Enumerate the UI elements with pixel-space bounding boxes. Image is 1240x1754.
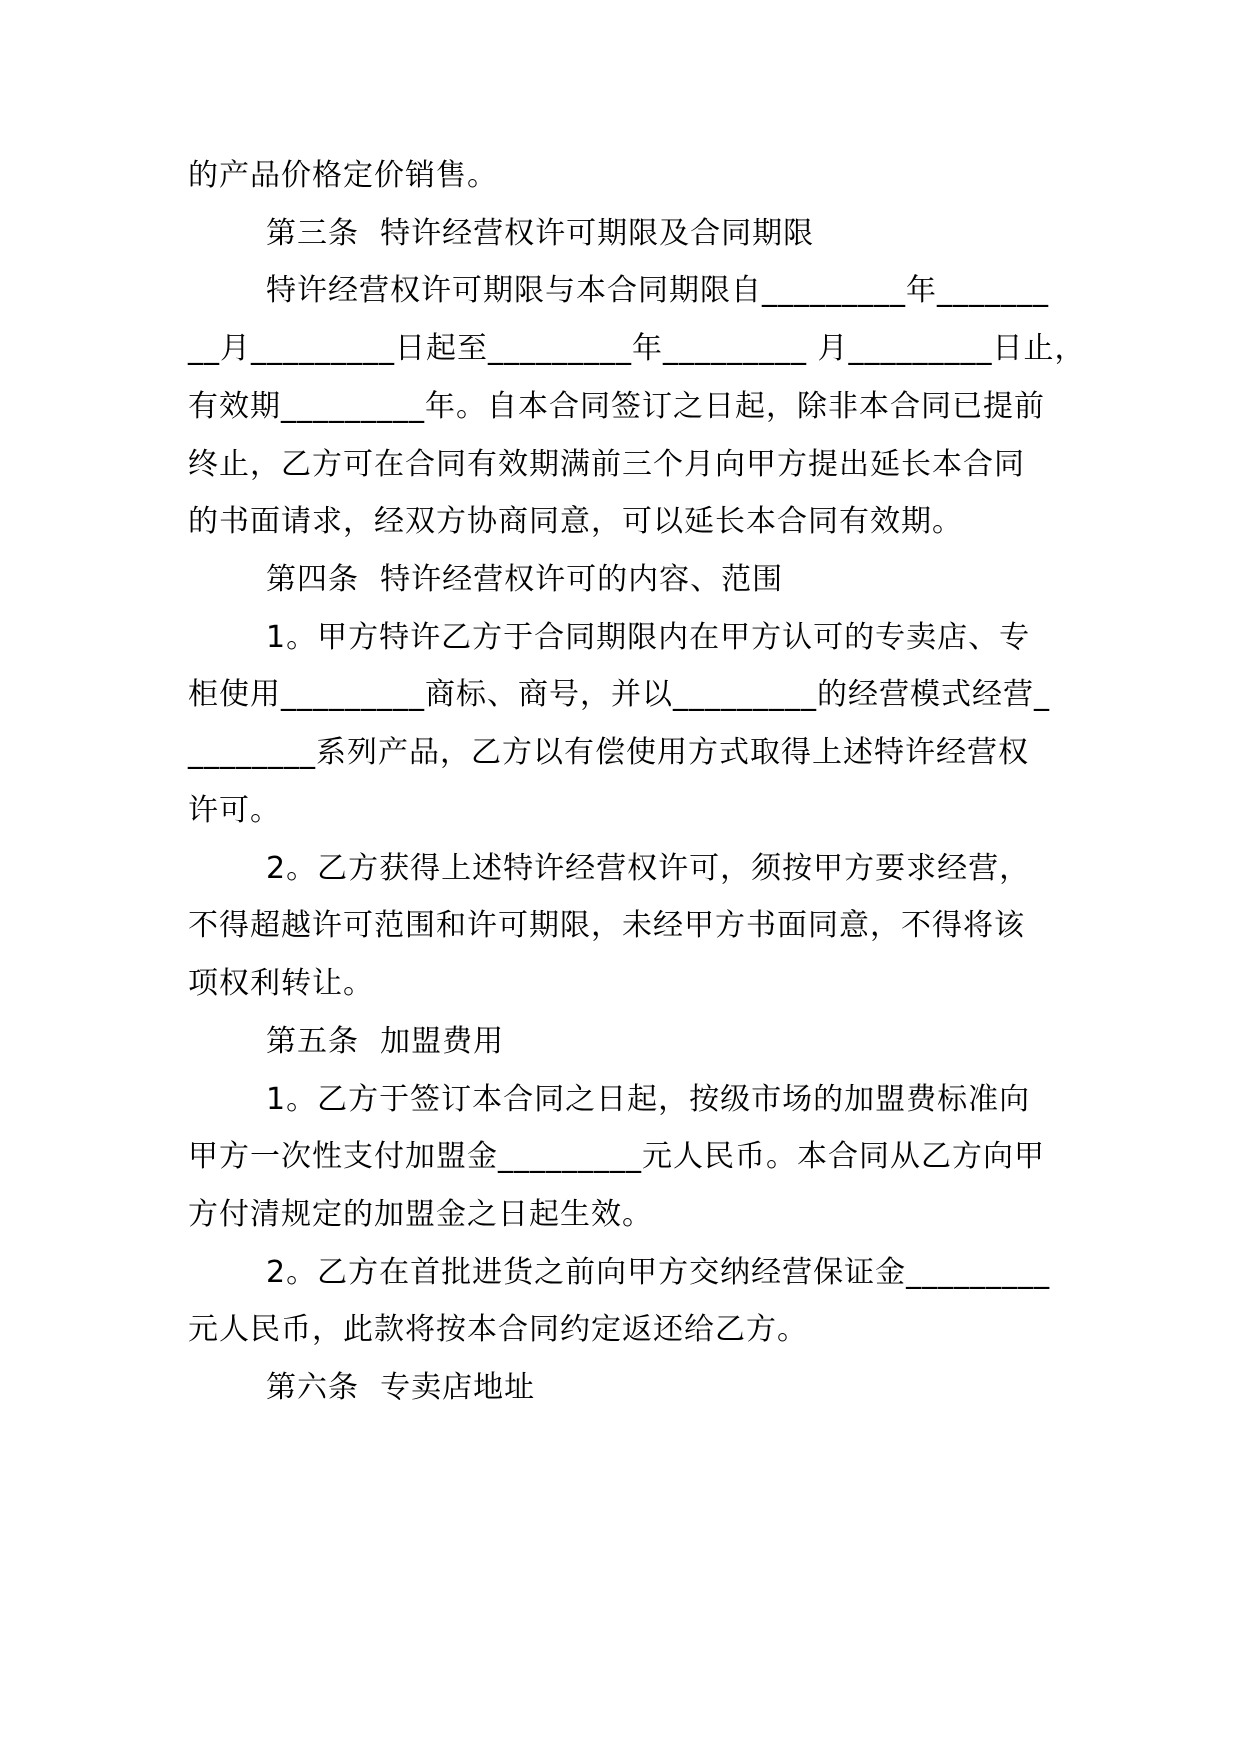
paragraph-line: 终止，乙方可在合同有效期满前三个月向甲方提出延长本合同 xyxy=(188,447,1025,482)
paragraph-line: 柜使用_________商标、商号，并以_________的经营模式经营_ xyxy=(188,677,1050,712)
article-3-heading: 第三条 特许经营权许可期限及合同期限 xyxy=(266,216,815,251)
paragraph-line: 的书面请求，经双方协商同意，可以延长本合同有效期。 xyxy=(188,504,963,539)
paragraph-line: __月_________日起至_________年_________ 月_________日止， xyxy=(188,331,1086,366)
paragraph-line: 方付清规定的加盟金之日起生效。 xyxy=(188,1197,653,1232)
paragraph-line: 特许经营权许可期限与本合同期限自_________年_______ xyxy=(266,273,1049,308)
article-4-heading: 第四条 特许经营权许可的内容、范围 xyxy=(266,562,784,597)
paragraph-line: 有效期_________年。自本合同签订之日起，除非本合同已提前 xyxy=(188,389,1045,424)
paragraph-line: 元人民币，此款将按本合同约定返还给乙方。 xyxy=(188,1312,808,1347)
paragraph-line: 甲方一次性支付加盟金_________元人民币。本合同从乙方向甲 xyxy=(188,1139,1045,1174)
paragraph-line: 2。乙方在首批进货之前向甲方交纳经营保证金_________ xyxy=(266,1255,1051,1290)
article-5-heading: 第五条 加盟费用 xyxy=(266,1024,505,1059)
paragraph-line: 的产品价格定价销售。 xyxy=(188,158,498,193)
article-6-heading: 第六条 专卖店地址 xyxy=(266,1370,536,1405)
paragraph-line: 不得超越许可范围和许可期限，未经甲方书面同意，不得将该 xyxy=(188,908,1025,943)
paragraph-line: 1。乙方于签订本合同之日起，按级市场的加盟费标准向 xyxy=(266,1082,1031,1117)
paragraph-line: 项权利转让。 xyxy=(188,966,374,1001)
paragraph-line: 1。甲方特许乙方于合同期限内在甲方认可的专卖店、专 xyxy=(266,620,1031,655)
paragraph-line: 2。乙方获得上述特许经营权许可，须按甲方要求经营， xyxy=(266,851,1031,886)
paragraph-line: 许可。 xyxy=(188,793,281,828)
paragraph-line: ________系列产品，乙方以有偿使用方式取得上述特许经营权 xyxy=(188,735,1029,770)
